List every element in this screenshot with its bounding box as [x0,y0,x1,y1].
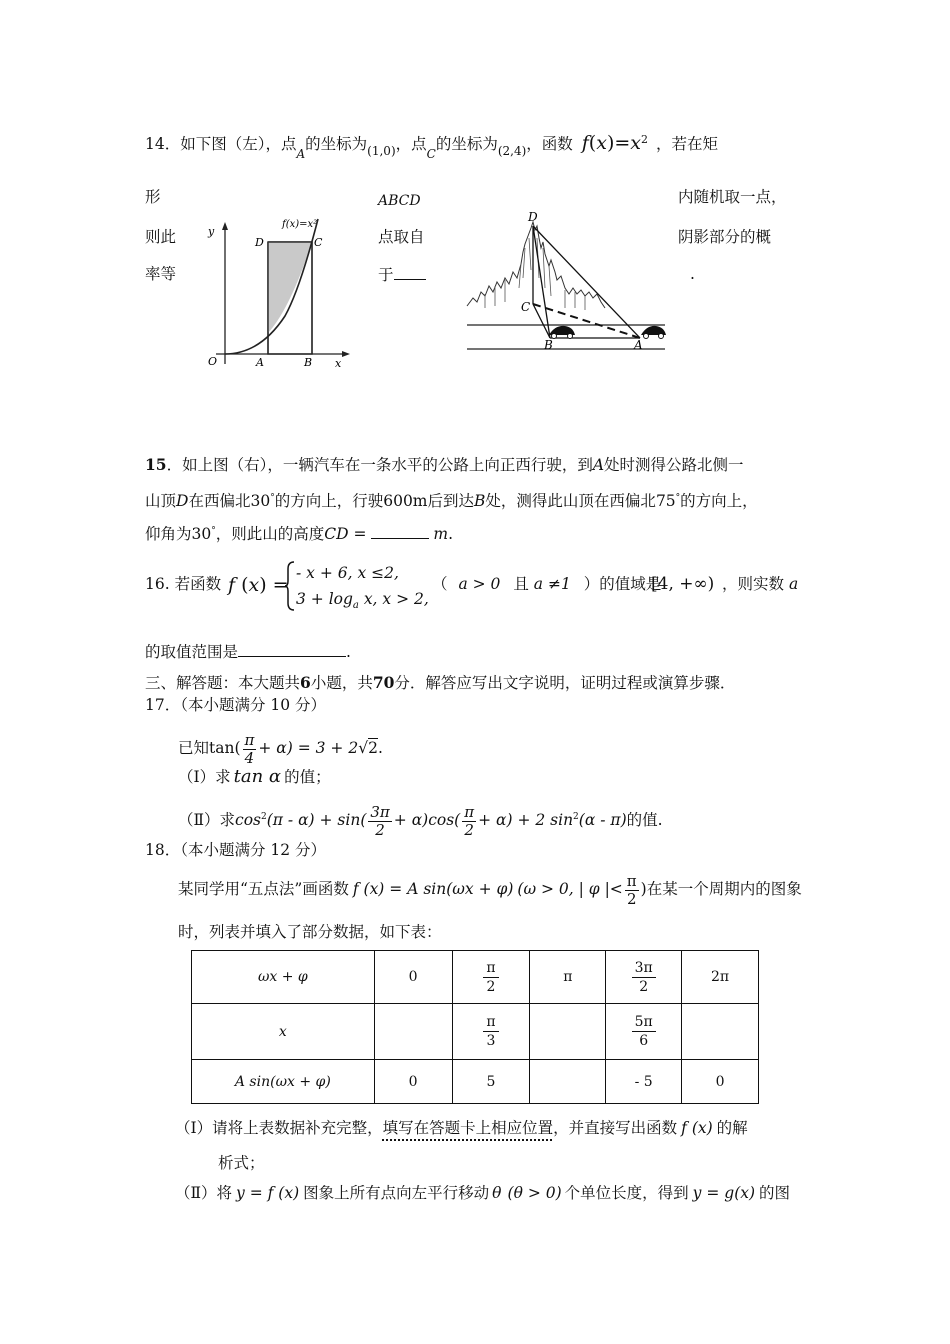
mountain-figure [465,208,670,353]
fraction-denominator: 2 [486,978,496,995]
table-cell[interactable] [682,1004,759,1060]
q16-range: [4, +∞) [651,574,715,594]
fraction-denominator: 6 [639,1033,649,1049]
point-a-label: A [634,338,643,352]
origin-label: O [208,355,218,368]
q18-title: 18．（本小题满分 12 分） [145,841,327,859]
table-cell: 0 [374,1060,452,1104]
table-row [192,1060,759,1104]
q14-row2-right: 内随机取一点， [678,188,787,206]
table-cell: 5 [452,1060,530,1104]
q15-line3: 仰角为30°，则此山的高度CD = m. [145,525,454,544]
point-d-label: D [528,210,538,224]
q14-row3-right: 阴影部分的概 [678,228,772,246]
table-cell [452,951,530,1004]
q14-row4-mid: 于 [378,264,426,285]
fraction-numerator: π [483,959,498,978]
q18-part2: （Ⅱ）将 y = f (x) 图象上所有点向左平行移动 θ (θ > 0) 个单位长度，得到 y = g(x) 的图 [175,1184,791,1202]
fraction-denominator: 3 [486,1033,496,1049]
table-cell [452,1004,530,1060]
point-c-label: C [314,236,323,249]
q15-line1: 15．如上图（右），一辆汽车在一条水平的公路上向正西行驶，到A处时测得公路北侧一 [145,455,744,474]
mountain-outline [467,222,605,308]
q16-case2: $3 + \log_a x$, x > 2, [296,590,429,612]
q14-row2-mid: ABCD [378,193,421,209]
piecewise-brace [284,561,296,611]
q14-row3-mid: 点取自 [378,228,425,246]
q16-case1: - x + 6, x ≤2, [296,564,399,582]
function-label: f(x)=x² [282,219,318,230]
q14-row2-left: 形 [145,188,161,206]
table-row [192,1004,759,1060]
q15-line2: 山顶D在西偏北30°的方向上，行驶600m后到达B处，测得此山顶在西偏北75°的方向上， [145,492,758,511]
fraction-numerator: 3π [632,959,656,978]
table-cell: x [192,1004,375,1060]
answer-blank-14[interactable] [394,264,426,280]
q18-line1: 某同学用“五点法”画函数 f (x) = A sin(ωx + φ) (ω > 0, | φ |< $\frac{\pi}{2}$ )在某一个周期内的图象 [178,871,802,908]
point-d-label: D [255,236,264,249]
point-a-label: A [256,356,264,369]
table-cell[interactable] [530,1060,606,1104]
parabola-figure [200,214,355,372]
table-cell[interactable] [374,1004,452,1060]
table-cell [606,951,682,1004]
table-cell: 0 [682,1060,759,1104]
answer-blank-16[interactable] [238,641,346,657]
q18-part1-cont: 析式； [218,1154,265,1172]
q18-line2: 时，列表并填入了部分数据，如下表： [178,923,442,941]
q14-row4-left: 率等 [145,265,177,283]
q14-line1: 14．如下图（左），点$_A$的坐标为$_{(1,0)}$，点$_C$的坐标为$_{(2,4)}$，函数 $f(x)=x^2$ ，若在矩 [145,132,719,162]
table-cell: A sin(ωx + φ) [192,1060,375,1104]
point-b-label: B [544,338,553,352]
q16-suffix: ，则实数 a [722,575,799,593]
q17-part1: （Ⅰ）求 tan α 的值； [178,766,331,787]
table-cell: 2π [682,951,759,1004]
q16-condition: （ a > 0 且 a ≠1 ）的值域是 [432,575,662,593]
section-heading: 三、解答题：本大题共6小题，共70分．解答应写出文字说明，证明过程或演算步骤． [145,673,736,692]
x-label: x [335,357,342,370]
fraction-denominator: 2 [639,978,649,995]
q17-given: 已知tan( $\frac{\pi}{4}$ + α) = 3 + 2√2. [178,730,383,767]
fraction-numerator: 5π [632,1013,656,1032]
q14-row4-right: . [690,265,695,283]
table-row [192,951,759,1004]
q17-part2: （Ⅱ）求$\cos^2(\pi - \alpha) + \sin$( $\frac{3\pi}{2}$ + α)cos( $\frac{\pi}{2}$ + α) + 2 $\sin^2(\alpha - \pi)$的值. [178,802,663,839]
table-cell: 0 [374,951,452,1004]
table-cell: ωx + φ [192,951,375,1004]
fraction-numerator: π [483,1013,498,1032]
answer-blank-15[interactable] [371,523,429,539]
table-cell: π [530,951,606,1004]
point-c-label: C [521,300,531,314]
q16-fx: f (x) = [228,574,289,596]
q18-part1: （Ⅰ）请将上表数据补充完整，填写在答题卡上相应位置，并直接写出函数 f (x) 的解 [175,1119,748,1137]
q17-title: 17．（本小题满分 10 分） [145,696,327,714]
y-label: y [208,225,215,238]
q16-line2: 的取值范围是 . [145,643,351,661]
table-cell: - 5 [606,1060,682,1104]
table-cell [606,1004,682,1060]
point-b-label: B [304,356,313,369]
table-cell[interactable] [530,1004,606,1060]
five-point-table [191,950,759,1104]
q16-prefix: 16. 若函数 [145,575,222,593]
q14-row3-left: 则此 [145,228,177,246]
